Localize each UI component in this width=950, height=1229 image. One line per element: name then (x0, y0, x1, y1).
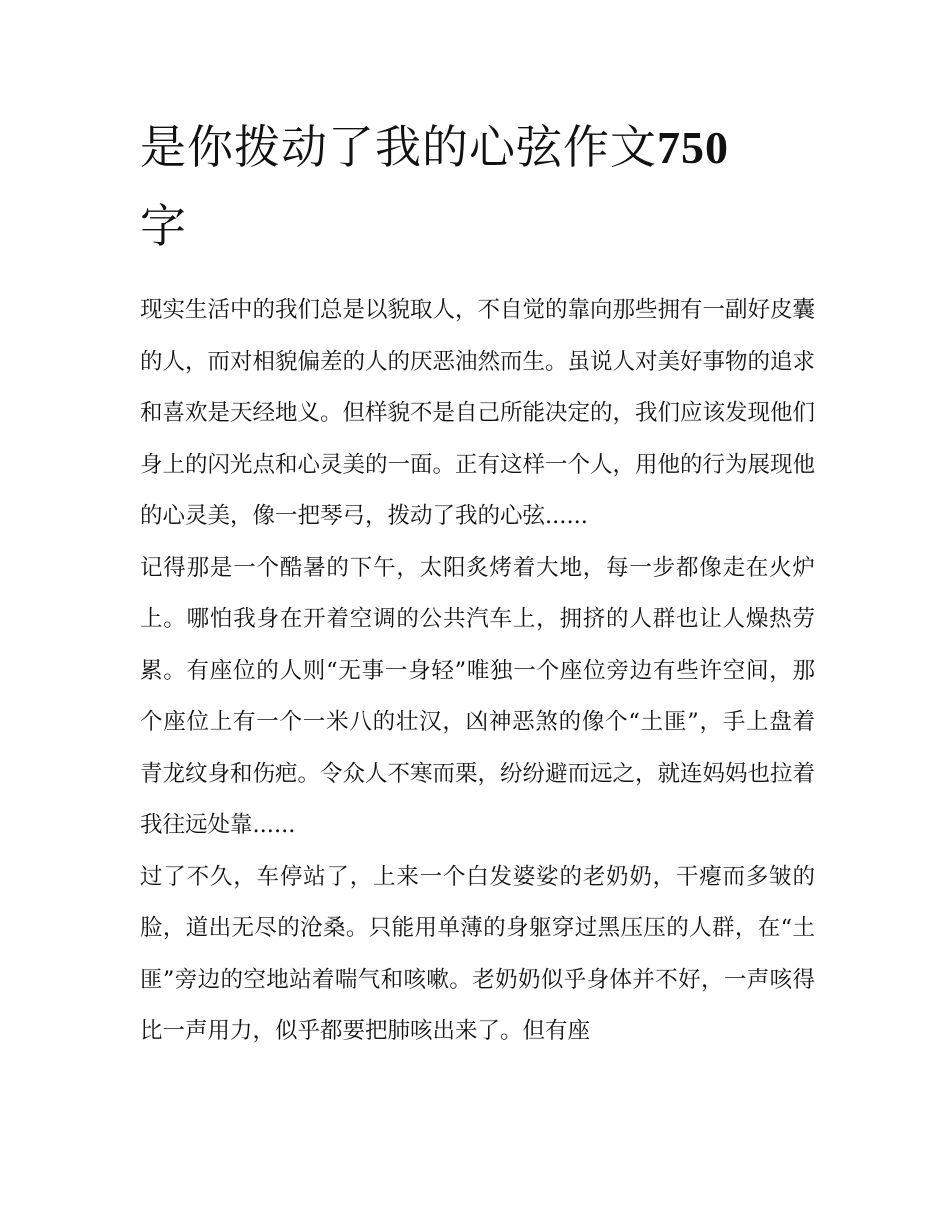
document-page (140, 108, 815, 1058)
title-suffix: 字 (140, 199, 187, 253)
paragraph-2: 记得那是一个酷暑的下午，太阳炙烤着大地，每一步都像走在火炉上。哪怕我身在开着空调的公共汽车上，拥挤的人群也让人燥热劳累。有座位的人则“无事一身轻”唯独一个座位旁边有些许空间，那个座位上有一个一米八的壮汉，凶神恶煞的像个“土匪”，手上盘着青龙纹身和伤疤。令众人不寒而栗，纷纷避而远之，就连妈妈也拉着我往远处靠...... (140, 554, 816, 838)
document-body (140, 285, 815, 1058)
document-title (140, 108, 815, 265)
paragraph-3: 过了不久，车停站了，上来一个白发婆娑的老奶奶，干瘪而多皱的脸，道出无尽的沧桑。只能用单薄的身躯穿过黑压压的人群，在“土匪”旁边的空地站着喘气和咳嗽。老奶奶似乎身体并不好，一声咳得比一声用力，似乎都要把肺咳出来了。但有座 (140, 863, 815, 1044)
title-number: 750 (657, 122, 729, 173)
paragraph-1: 现实生活中的我们总是以貌取人，不自觉的靠向那些拥有一副好皮囊的人，而对相貌偏差的人的厌恶油然而生。虽说人对美好事物的追求和喜欢是天经地义。但样貌不是自己所能决定的，我们应该发现他们身上的闪光点和心灵美的一面。正有这样一个人，用他的行为展现他的心灵美，像一把琴弓，拨动了我的心弦...... (140, 297, 816, 529)
title-text: 是你拨动了我的心弦作文 (140, 120, 657, 174)
